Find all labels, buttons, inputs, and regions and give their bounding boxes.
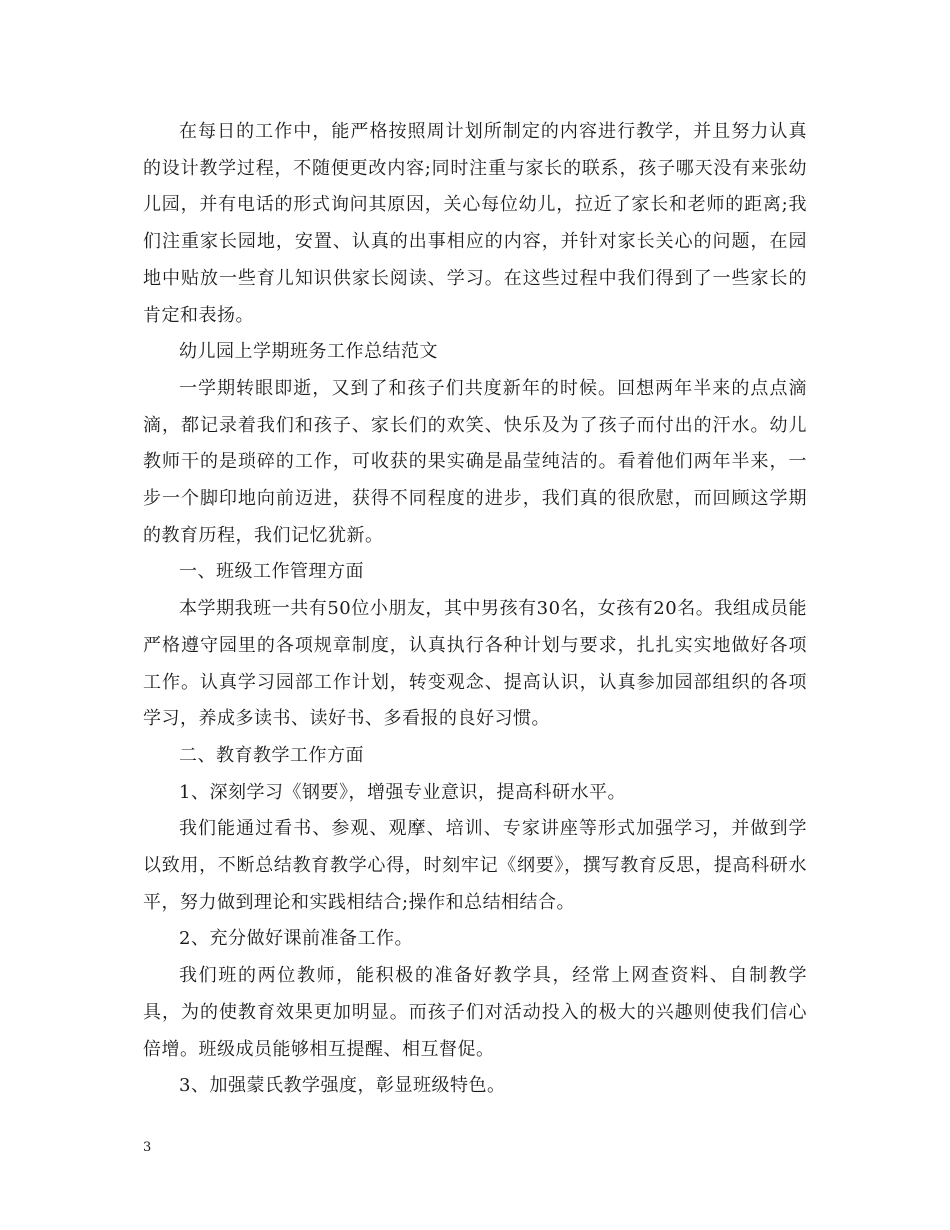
paragraph-lesson-prep: 我们班的两位教师，能积极的准备好教学具，经常上网查资料、自制教学具，为的使教育效果更加明显。而孩子们对活动投入的极大的兴趣则使我们信心倍增。班级成员能够相互提醒、相互督促。 (143, 965, 807, 1060)
paragraph-daily-work: 在每日的工作中，能严格按照周计划所制定的内容进行教学，并且努力认真的设计教学过程，不随便更改内容;同时注重与家长的联系，孩子哪天没有来张幼儿园，并有电话的形式询问其原因，关心每位幼儿，拉近了家长和老师的距离;我们注重家长园地，安置、认真的出事相应的内容，并针对家长关心的问题，在园地中贴放一些育儿知识供家长阅读、学习。在这些过程中我们得到了一些家长的肯定和表扬。 (143, 121, 807, 326)
paragraph-intro: 一学期转眼即逝，又到了和孩子们共度新年的时候。回想两年半来的点点滴滴，都记录着我们和孩子、家长们的欢笑、快乐及为了孩子而付出的汗水。幼儿教师干的是琐碎的工作，可收获的果实确是晶莹纯洁的。看着他们两年半来，一步一个脚印地向前迈进，获得不同程度的进步，我们真的很欣慰，而回顾这学期的教育历程，我们记忆犹新。 (143, 377, 807, 546)
paragraph-study-outline: 我们能通过看书、参观、观摩、培训、专家讲座等形式加强学习，并做到学以致用，不断总结教育教学心得，时刻牢记《纲要》，撰写教育反思，提高科研水平，努力做到理论和实践相结合;操作和总结相结合。 (143, 818, 807, 913)
section-title: 幼儿园上学期班务工作总结范文 (179, 341, 438, 363)
paragraph-class-management: 本学期我班一共有50位小朋友，其中男孩有30名，女孩有20名。我组成员能严格遵守园里的各项规章制度，认真执行各种计划与要求，扎扎实实地做好各项工作。认真学习园部工作计划，转变观念、提高认识，认真参加园部组织的各项学习，养成多读书、读好书、多看报的良好习惯。 (143, 598, 807, 730)
subheading-montessori: 3、加强蒙氏教学强度，彰显班级特色。 (179, 1075, 506, 1097)
subheading-lesson-prep: 2、充分做好课前准备工作。 (179, 928, 413, 950)
heading-education-teaching: 二、教育教学工作方面 (179, 744, 364, 766)
document-body (143, 114, 807, 1105)
subheading-study-outline: 1、深刻学习《钢要》，增强专业意识，提高科研水平。 (179, 781, 626, 803)
page-number: 3 (143, 1140, 152, 1155)
heading-class-management: 一、班级工作管理方面 (179, 561, 364, 583)
